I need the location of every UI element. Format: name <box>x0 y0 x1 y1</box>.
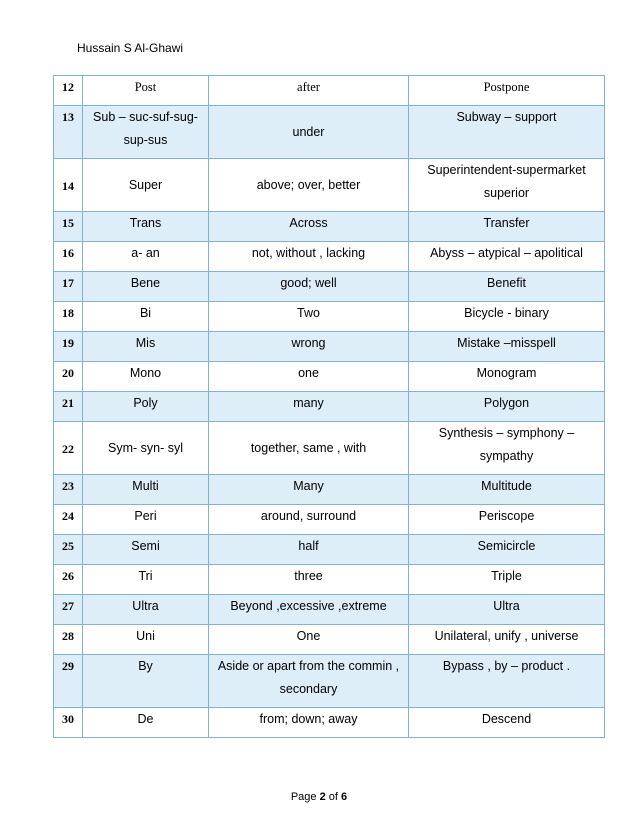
meaning-cell: half <box>209 535 409 565</box>
row-number: 22 <box>54 422 83 475</box>
example-cell: Bicycle - binary <box>409 302 605 332</box>
prefix-cell: Sym- syn- syl <box>83 422 209 475</box>
row-number: 30 <box>54 708 83 738</box>
example-cell: Subway – support <box>409 106 605 159</box>
row-number: 18 <box>54 302 83 332</box>
meaning-cell: Across <box>209 212 409 242</box>
prefix-cell: a- an <box>83 242 209 272</box>
example-cell: Periscope <box>409 505 605 535</box>
example-cell: Unilateral, unify , universe <box>409 625 605 655</box>
meaning-cell: three <box>209 565 409 595</box>
prefix-cell: Post <box>83 76 209 106</box>
table-row <box>54 212 605 242</box>
prefix-cell: Mono <box>83 362 209 392</box>
table-row <box>54 535 605 565</box>
row-number: 19 <box>54 332 83 362</box>
table-row <box>54 655 605 708</box>
prefix-cell: De <box>83 708 209 738</box>
prefix-cell: Trans <box>83 212 209 242</box>
example-cell: Benefit <box>409 272 605 302</box>
meaning-cell: Aside or apart from the commin , secondary <box>209 655 409 708</box>
meaning-cell: good; well <box>209 272 409 302</box>
row-number: 24 <box>54 505 83 535</box>
example-cell: Abyss – atypical – apolitical <box>409 242 605 272</box>
document-header-author: Hussain S Al-Ghawi <box>77 41 184 55</box>
row-number: 12 <box>54 76 83 106</box>
table-row <box>54 708 605 738</box>
prefix-cell: Semi <box>83 535 209 565</box>
row-number: 23 <box>54 475 83 505</box>
meaning-cell: One <box>209 625 409 655</box>
row-number: 21 <box>54 392 83 422</box>
meaning-cell: one <box>209 362 409 392</box>
meaning-cell: wrong <box>209 332 409 362</box>
table-row <box>54 242 605 272</box>
example-cell: Monogram <box>409 362 605 392</box>
row-number: 26 <box>54 565 83 595</box>
meaning-cell: above; over, better <box>209 159 409 212</box>
prefix-cell: Poly <box>83 392 209 422</box>
table-row <box>54 272 605 302</box>
row-number: 27 <box>54 595 83 625</box>
prefix-cell: Multi <box>83 475 209 505</box>
row-number: 29 <box>54 655 83 708</box>
meaning-cell: Two <box>209 302 409 332</box>
table-row <box>54 505 605 535</box>
page-current: 2 <box>319 791 326 803</box>
table-row <box>54 595 605 625</box>
prefix-cell: Bene <box>83 272 209 302</box>
row-number: 13 <box>54 106 83 159</box>
prefix-cell: By <box>83 655 209 708</box>
table-row <box>54 106 605 159</box>
row-number: 16 <box>54 242 83 272</box>
prefix-cell: Super <box>83 159 209 212</box>
page-footer <box>0 791 638 803</box>
meaning-cell: after <box>209 76 409 106</box>
example-cell: Mistake –misspell <box>409 332 605 362</box>
prefix-cell: Sub – suc-suf-sug-sup-sus <box>83 106 209 159</box>
example-cell: Ultra <box>409 595 605 625</box>
table-row <box>54 76 605 106</box>
page-total: 6 <box>341 791 348 803</box>
meaning-cell: not, without , lacking <box>209 242 409 272</box>
meaning-cell: Beyond ,excessive ,extreme <box>209 595 409 625</box>
example-cell: Polygon <box>409 392 605 422</box>
table-row <box>54 362 605 392</box>
meaning-cell: many <box>209 392 409 422</box>
row-number: 15 <box>54 212 83 242</box>
meaning-cell: Many <box>209 475 409 505</box>
example-cell: Synthesis – symphony – sympathy <box>409 422 605 475</box>
table-row <box>54 332 605 362</box>
table-row <box>54 159 605 212</box>
example-cell: Semicircle <box>409 535 605 565</box>
meaning-cell: from; down; away <box>209 708 409 738</box>
table-row <box>54 625 605 655</box>
prefix-cell: Tri <box>83 565 209 595</box>
prefix-cell: Ultra <box>83 595 209 625</box>
example-cell: Bypass , by – product . <box>409 655 605 708</box>
meaning-cell: together, same , with <box>209 422 409 475</box>
example-cell: Postpone <box>409 76 605 106</box>
row-number: 14 <box>54 159 83 212</box>
table-row <box>54 475 605 505</box>
table-row <box>54 302 605 332</box>
prefix-cell: Uni <box>83 625 209 655</box>
example-cell: Transfer <box>409 212 605 242</box>
table-row <box>54 422 605 475</box>
page-label: Page <box>290 791 317 803</box>
prefix-cell: Mis <box>83 332 209 362</box>
meaning-cell: around, surround <box>209 505 409 535</box>
row-number: 20 <box>54 362 83 392</box>
table-row <box>54 392 605 422</box>
prefix-cell: Peri <box>83 505 209 535</box>
row-number: 25 <box>54 535 83 565</box>
prefix-table <box>53 75 605 738</box>
of-label: of <box>328 791 338 803</box>
example-cell: Superintendent-supermarket superior <box>409 159 605 212</box>
meaning-cell: under <box>209 106 409 159</box>
row-number: 28 <box>54 625 83 655</box>
example-cell: Descend <box>409 708 605 738</box>
prefix-cell: Bi <box>83 302 209 332</box>
row-number: 17 <box>54 272 83 302</box>
example-cell: Triple <box>409 565 605 595</box>
table-row <box>54 565 605 595</box>
example-cell: Multitude <box>409 475 605 505</box>
